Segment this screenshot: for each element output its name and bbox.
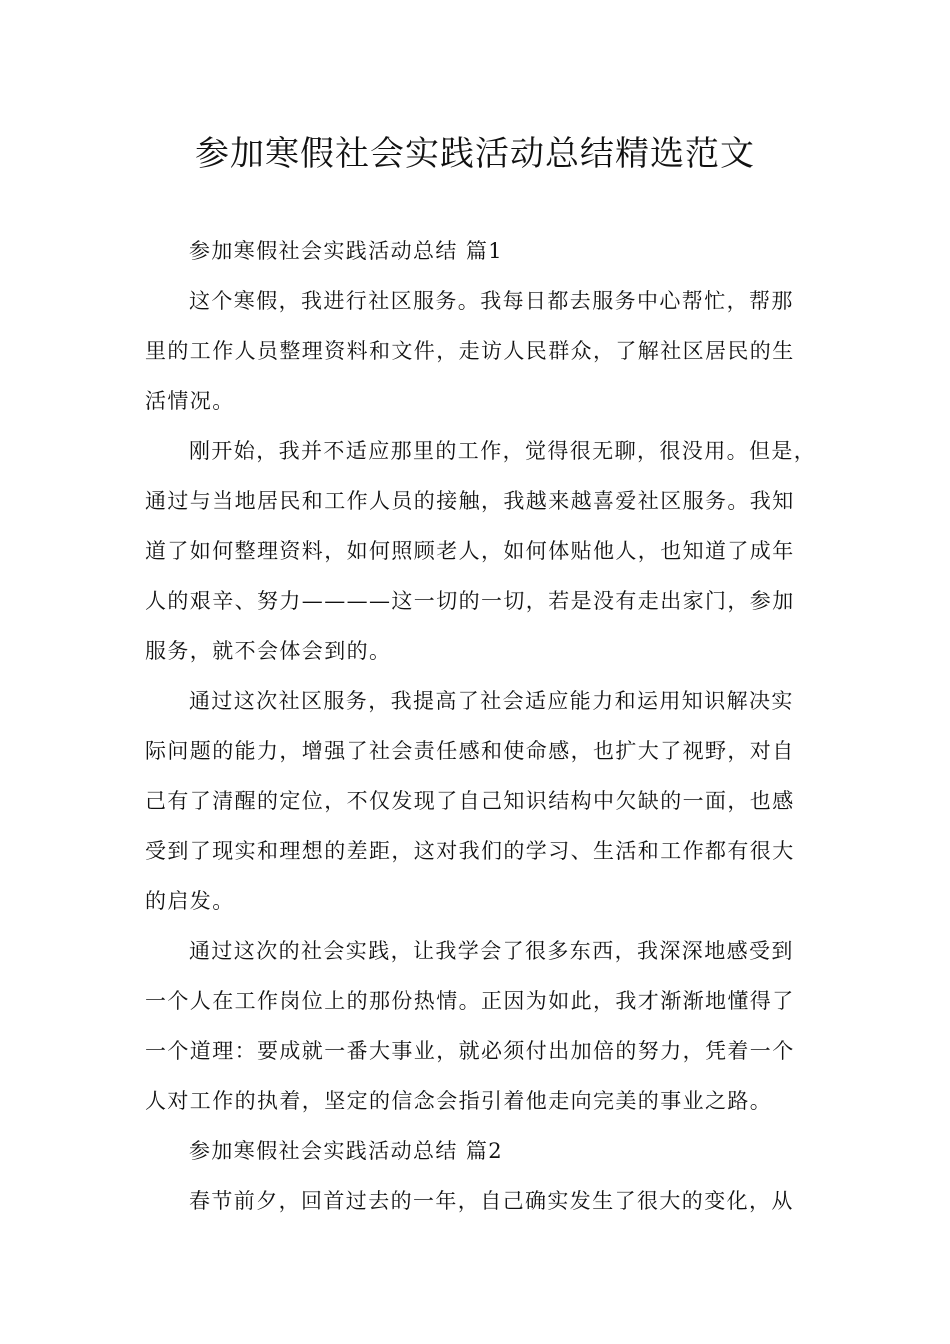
paragraph-3-line-4: 受到了现实和理想的差距，这对我们的学习、生活和工作都有很大 [145,839,795,863]
paragraph-2-line-2: 通过与当地居民和工作人员的接触，我越来越喜爱社区服务。我知 [145,489,795,513]
paragraph-2-line-4: 人的艰辛、努力————这一切的一切，若是没有走出家门，参加 [145,589,795,613]
paragraph-2-line-5: 服务，就不会体会到的。 [145,639,392,663]
document-title: 参加寒假社会实践活动总结精选范文 [195,134,755,174]
paragraph-1-line-1: 这个寒假，我进行社区服务。我每日都去服务中心帮忙，帮那 [189,289,794,313]
paragraph-4-line-4: 人对工作的执着，坚定的信念会指引着他走向完美的事业之路。 [145,1089,773,1113]
paragraph-4-line-2: 一个人在工作岗位上的那份热情。正因为如此，我才渐渐地懂得了 [145,989,795,1013]
paragraph-3-line-2: 际问题的能力，增强了社会责任感和使命感，也扩大了视野，对自 [145,739,795,763]
paragraph-5-line-1: 春节前夕，回首过去的一年，自己确实发生了很大的变化，从 [189,1189,794,1213]
section-heading-1: 参加寒假社会实践活动总结 篇1 [189,239,504,263]
paragraph-3-line-3: 己有了清醒的定位，不仅发现了自己知识结构中欠缺的一面，也感 [145,789,795,813]
paragraph-4-line-3: 一个道理：要成就一番大事业，就必须付出加倍的努力，凭着一个 [145,1039,795,1063]
paragraph-1-line-3: 活情况。 [145,389,235,413]
paragraph-2-line-1: 刚开始，我并不适应那里的工作，觉得很无聊，很没用。但是， [189,439,817,463]
section-heading-2: 参加寒假社会实践活动总结 篇2 [189,1139,504,1163]
paragraph-3-line-5: 的启发。 [145,889,235,913]
paragraph-2-line-3: 道了如何整理资料，如何照顾老人，如何体贴他人，也知道了成年 [145,539,795,563]
paragraph-3-line-1: 通过这次社区服务，我提高了社会适应能力和运用知识解决实 [189,689,794,713]
paragraph-1-line-2: 里的工作人员整理资料和文件，走访人民群众，了解社区居民的生 [145,339,795,363]
paragraph-4-line-1: 通过这次的社会实践，让我学会了很多东西，我深深地感受到 [189,939,794,963]
